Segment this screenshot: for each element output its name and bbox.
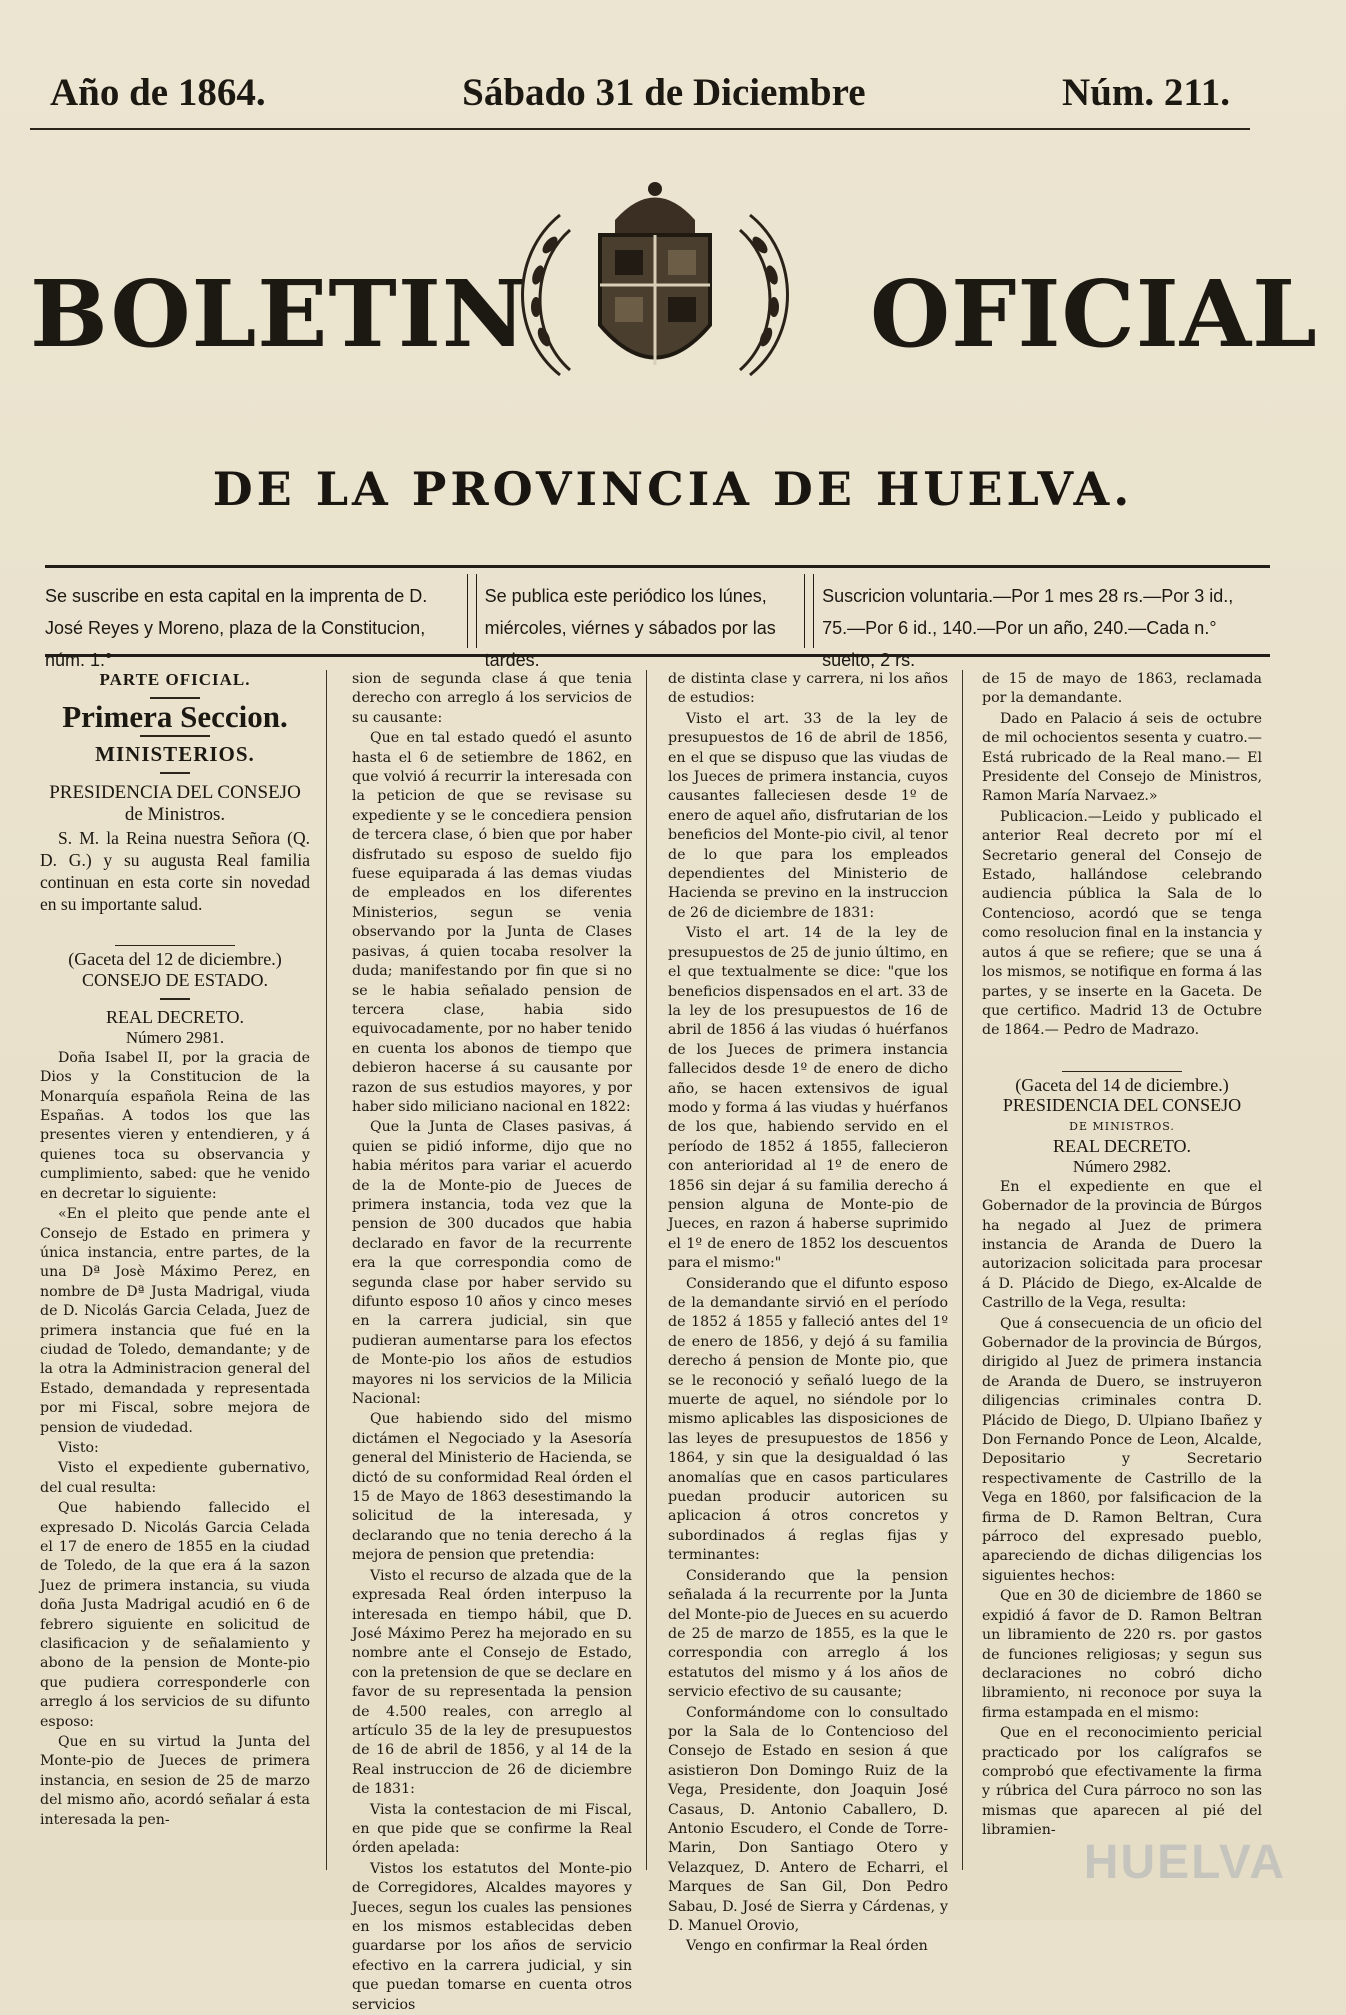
paragraph: Que á consecuencia de un oficio del Gobernador de la provincia de Búrgos, dirigido al Juez de primera instancia de Aranda de Duero, se instruyeron diligencias criminales contra D. Plácido de Diego, D. Ulpiano Ibañez y Don Fernando Ponce de Leon, Alcalde, Depositario y Secretario respectivamente de Castrillo de la Vega en 1860, por falsificacion de la firma de D. Ramon Beltran, Cura párroco del expresado pueblo, apareciendo de dichas diligencias los siguientes hechos:: [982, 1315, 1262, 1584]
title-boletin: BOLETIN: [30, 260, 528, 368]
masthead: [50, 70, 1230, 115]
news-royal-health: S. M. la Reina nuestra Señora (Q. D. G.) y su augusta Real familia continuan en esta corte sin novedad en su importante salud.: [40, 828, 310, 915]
archive-watermark: HUELVA: [1083, 1836, 1286, 1889]
paragraph: Visto el recurso de alzada que de la expresada Real órden interpuso la interesada en tiempo hábil, que D. José Máximo Perez ha mejorado en su nombre ante el Consejo de Estado, con la pretension de que se declare en favor de su representada la pension de 4.500 reales, con arreglo al artículo 35 de la ley de presupuestos de 16 de abril de 1856, y al 14 de la Real instruccion de 26 de diciembre de 1831:: [352, 1567, 632, 1798]
title-subtitle: DE LA PROVINCIA DE HUELVA.: [212, 462, 1134, 516]
paragraph: Visto:: [58, 1439, 99, 1456]
info-divider: [804, 574, 814, 648]
paragraph: Publicacion.—Leido y publicado el anterior Real decreto por mí el Secretario general del Consejo de Estado, hallándose celebrando audiencia pública la Sala de lo Contencioso, acordó que se tenga como resolucion final en la instancia y autos á que se refiere; que se una á los mismos, se notifique en forma á las partes, y se inserte en la Gaceta. De que certifico. Madrid 13 de Octubre de 1864.— Pedro de Madrazo.: [982, 808, 1262, 1039]
info-subscribe: Se suscribe en esta capital en la imprenta de D. José Reyes y Moreno, plaza de la Constitucion, núm. 1.°: [45, 586, 428, 670]
column-1: [40, 670, 310, 1895]
column-divider: [962, 670, 963, 1870]
column-4: [982, 670, 1262, 1895]
paragraph: «En el pleito que pende ante el Consejo de Estado en primera y única instancia, entre partes, de la una Dª Josè Máximo Perez, en nombre de Dª Justa Madrigal, viuda de D. Nicolás Garcia Celada, Juez de primera instancia que fué en la ciudad de Toledo, demandante; y de la otra la Administracion general del Estado, demandada y representada por mi Fiscal, sobre mejora de pension de viudedad.: [40, 1206, 310, 1436]
column-divider: [646, 670, 647, 1870]
heading-presidencia: PRESIDENCIA DEL CONSEJO de Ministros.: [49, 782, 301, 826]
paragraph: Vengo en confirmar la Real órden: [686, 1938, 928, 1955]
paragraph: En el expediente en que el Gobernador de la provincia de Búrgos ha negado al Juez de primera instancia de Aranda de Duero la autorizacion solicitada para procesar á D. Plácido de Diego, ex-Alcalde de Castrillo de la Vega, resulta:: [982, 1178, 1262, 1312]
ornament-divider: [160, 998, 190, 1000]
paragraph: Vistos los estatutos del Monte-pio de Corregidores, Alcaldes mayores y Jueces, segun los cuales las pensiones en los mismos establecidas deben guardarse por los años de servicio efectivo en la carrera judicial, y sin que puedan tomarse en cuenta otros servicios: [352, 1860, 632, 2013]
paragraph: sion de segunda clase á que tenia derecho con arreglo á los servicios de su causante:: [352, 671, 632, 726]
short-rule: [115, 945, 235, 946]
paragraph: Visto el art. 14 de la ley de presupuestos de 25 de junio último, en el que textualmente se dice: "que los beneficios dispensados en el art. 33 de la ley de los presupuestos de 16 de abril de 1856 á las viudas ó huérfanos de los Jueces de primera instancia fallecidos desde 1º de enero de dicho año, se hacen extensivos de igual modo y forma á las viudas y huérfanos de los que, habiendo servido en el período de 1852 á 1855, fallecieron con anterioridad al 1º de enero de 1856 sin dejar á su familia derecho á pension alguna de Monte-pio de Jueces, en razon á haberse suprimido el 1º de enero de 1852 los descuentos para el mismo:": [668, 925, 948, 1272]
info-divider: [467, 574, 477, 648]
paragraph: Que en su virtud la Junta del Monte-pio de Jueces de primera instancia, en sesion de 25 de marzo del mismo año, acordó señalar á esta interesada la pen-: [40, 1734, 310, 1828]
paragraph: Considerando que el difunto esposo de la demandante sirvió en el período de 1852 á 1855 y falleció antes del 1º de enero de 1856, y dejó á su familia derecho á pension de Monte pio, que se le reconoció y señaló luego de la muerte de aquel, no siéndole por lo mismo aplicables las disposiciones de las leyes de presupuestos de 1856 y 1864, y sin que la desigualdad ó las anomalías que en casos particulares puedan producir autoricen su aplicacion á otros concretos y subordinados á reglas fijas y terminantes:: [668, 1275, 948, 1564]
section-primera: Primera Seccion.: [62, 699, 288, 735]
info-publication-days: Se publica este periódico los lúnes, miércoles, viérnes y sábados por las tardes.: [484, 586, 776, 670]
gaceta-date: (Gaceta del 12 de diciembre.): [68, 949, 282, 970]
paragraph: Conformándome con lo consultado por la Sala de lo Contencioso del Consejo de Estado en sesion á que asistieron Don Domingo Ruiz de la Vega, Presidente, don Joaquin José Casaus, D. Antonio Caballero, D. Antonio Escudero, el Conde de Torre-Marin, Don Santiago Otero y Velazquez, D. Antero de Echarri, el Marques de San Gil, Don Pedro Sabau, D. José de Sierra y Cárdenas, y D. Manuel Orovio,: [668, 1704, 948, 1934]
ornament-divider: [140, 735, 210, 737]
paragraph: de distinta clase y carrera, ni los años de estudios:: [668, 671, 948, 707]
heading-presidencia: PRESIDENCIA DEL CONSEJO: [1002, 1095, 1242, 1116]
paragraph: de 15 de mayo de 1863, reclamada por la demandante.: [982, 671, 1262, 707]
column-3: [668, 670, 948, 1955]
paragraph: Que habiendo sido del mismo dictámen el Negociado y la Asesoría general del Ministerio de Hacienda, se dictó de su conformidad Real órden el 15 de Mayo de 1863 desestimando la solicitud de la interesada, y declarando que no tenia derecho á la mejora de pension que pretendia:: [352, 1411, 632, 1564]
paragraph: Visto el expediente gubernativo, del cual resulta:: [40, 1460, 310, 1496]
subscription-info: [45, 565, 1270, 670]
article-columns: [40, 670, 1270, 2013]
issue-date: Sábado 31 de Diciembre: [462, 71, 866, 114]
heading-real-decreto: REAL DECRETO.: [1053, 1135, 1191, 1156]
paragraph: Doña Isabel II, por la gracia de Dios y la Constitucion de la Monarquía española Reina de las Españas. A todos los que las presentes vieren y entendieren, y á quienes toca su observancia y cumplimiento, sabed: que he venido en decretar lo siguiente:: [40, 1049, 310, 1202]
decree-number: Número 2982.: [1072, 1157, 1172, 1177]
decree-number: Número 2981.: [125, 1028, 225, 1048]
title-row: [30, 175, 1318, 415]
short-rule: [1062, 1071, 1182, 1072]
ornament-divider: [160, 772, 190, 774]
heading-de-ministros: DE MINISTROS.: [1069, 1119, 1175, 1133]
section-parte-oficial: PARTE OFICIAL.: [99, 670, 251, 689]
title-oficial: OFICIAL: [870, 260, 1318, 368]
info-prices: Suscricion voluntaria.—Por 1 mes 28 rs.—Por 3 id., 75.—Por 6 id., 140.—Por un año, 240.—Cada n.° suelto, 2 rs.: [822, 586, 1234, 670]
paragraph: Visto el art. 33 de la ley de presupuestos de 16 de abril de 1856, en el que se dispuso que las viudas de los Jueces de primera instancia, cuyos causantes falleciesen desde 1º de enero de aquel año, disfrutarian de los beneficios del Monte-pio civil, al tenor de lo que para los empleados dependientes del Ministerio de Hacienda se previno en la instruccion de 26 de diciembre de 1831:: [668, 710, 948, 921]
column-divider: [326, 670, 327, 1870]
royal-crest-icon: [490, 175, 820, 405]
gaceta-date: (Gaceta del 14 de diciembre.): [1015, 1074, 1229, 1095]
heading-real-decreto: REAL DECRETO.: [106, 1007, 244, 1028]
paragraph: Que la Junta de Clases pasivas, á quien se pidió informe, dijo que no habia méritos para variar el acuerdo de la de Monte-pio de Jueces de primera instancia, toda vez que la pension de 300 ducados que habia declarado en favor de la recurrente era la que correspondia como de segunda clase por haber servido su difunto esposo 10 años y cinco meses en la carrera judicial, sin que pudieran aumentarse para los efectos de Monte-pio los años de estudios mayores ni los servicios de la Milicia Nacional:: [352, 1119, 632, 1408]
paragraph: Que en el reconocimiento pericial practicado por los calígrafos se comprobó que efectivamente la firma y rúbrica del Cura párroco no son las mismas que aparecen al pié del libramien-: [982, 1725, 1262, 1839]
column-2: [352, 670, 632, 2013]
paragraph: Dado en Palacio á seis de octubre de mil ochocientos sesenta y cuatro.— Está rubricado de la Real mano.— El Presidente del Consejo de Ministros, Ramon María Narvaez.»: [982, 710, 1262, 805]
paragraph: Que en 30 de diciembre de 1860 se expidió á favor de D. Ramon Beltran un libramiento de 220 rs. por gastos de funciones religiosas; y segun sus declaraciones no cobró dicho libramiento, ni reconoce por suya la firma estampada en el mismo:: [982, 1588, 1262, 1721]
heading-consejo-estado: CONSEJO DE ESTADO.: [81, 969, 269, 990]
issue-year: Año de 1864.: [50, 71, 266, 114]
issue-number: Núm. 211.: [1062, 71, 1230, 114]
paragraph: Considerando que la pension señalada á la recurrente por la Junta del Monte-pio de Jueces en su acuerdo de 25 de marzo de 1855, es la que le correspondia con arreglo á los estatutos del mismo y á los años de servicio efectivo de su causante;: [668, 1567, 948, 1701]
top-rule: [30, 128, 1250, 130]
paragraph: Vista la contestacion de mi Fiscal, en que pide que se confirme la Real órden apelada:: [352, 1801, 632, 1857]
heading-ministerios: MINISTERIOS.: [95, 741, 255, 766]
paragraph: Que habiendo fallecido el expresado D. Nicolás Garcia Celada el 17 de enero de 1855 en la ciudad de Toledo, de la que era á la sazon Juez de primera instancia, su viuda doña Justa Madrigal acudió en 6 de febrero siguiente en solicitud de clasificacion y de señalamiento y abono de la pension de Monte-pio que pudiera corresponderle con arreglo á los servicios de su difunto esposo:: [40, 1500, 310, 1730]
paragraph: Que en tal estado quedó el asunto hasta el 6 de setiembre de 1862, en que volvió á recurrir la interesada con la peticion de que se revisase su expediente y se le concediera pension de tercera clase, ó bien que por haber disfrutado su esposo de sueldo fijo fuese equiparada á las demas viudas de empleados en los diferentes Ministerios, segun se venia observando por la Junta de Clases pasivas, á quien tocaba resolver la duda; manifestando por fin que si no se le habia señalado pension de tercera clase, habia sido equivocadamente, por no haber tenido en cuenta los abonos de tiempo que debieron hacerse á su causante por razon de sus estudios mayores, y por haber sido miliciano nacional en 1822:: [352, 730, 632, 1115]
